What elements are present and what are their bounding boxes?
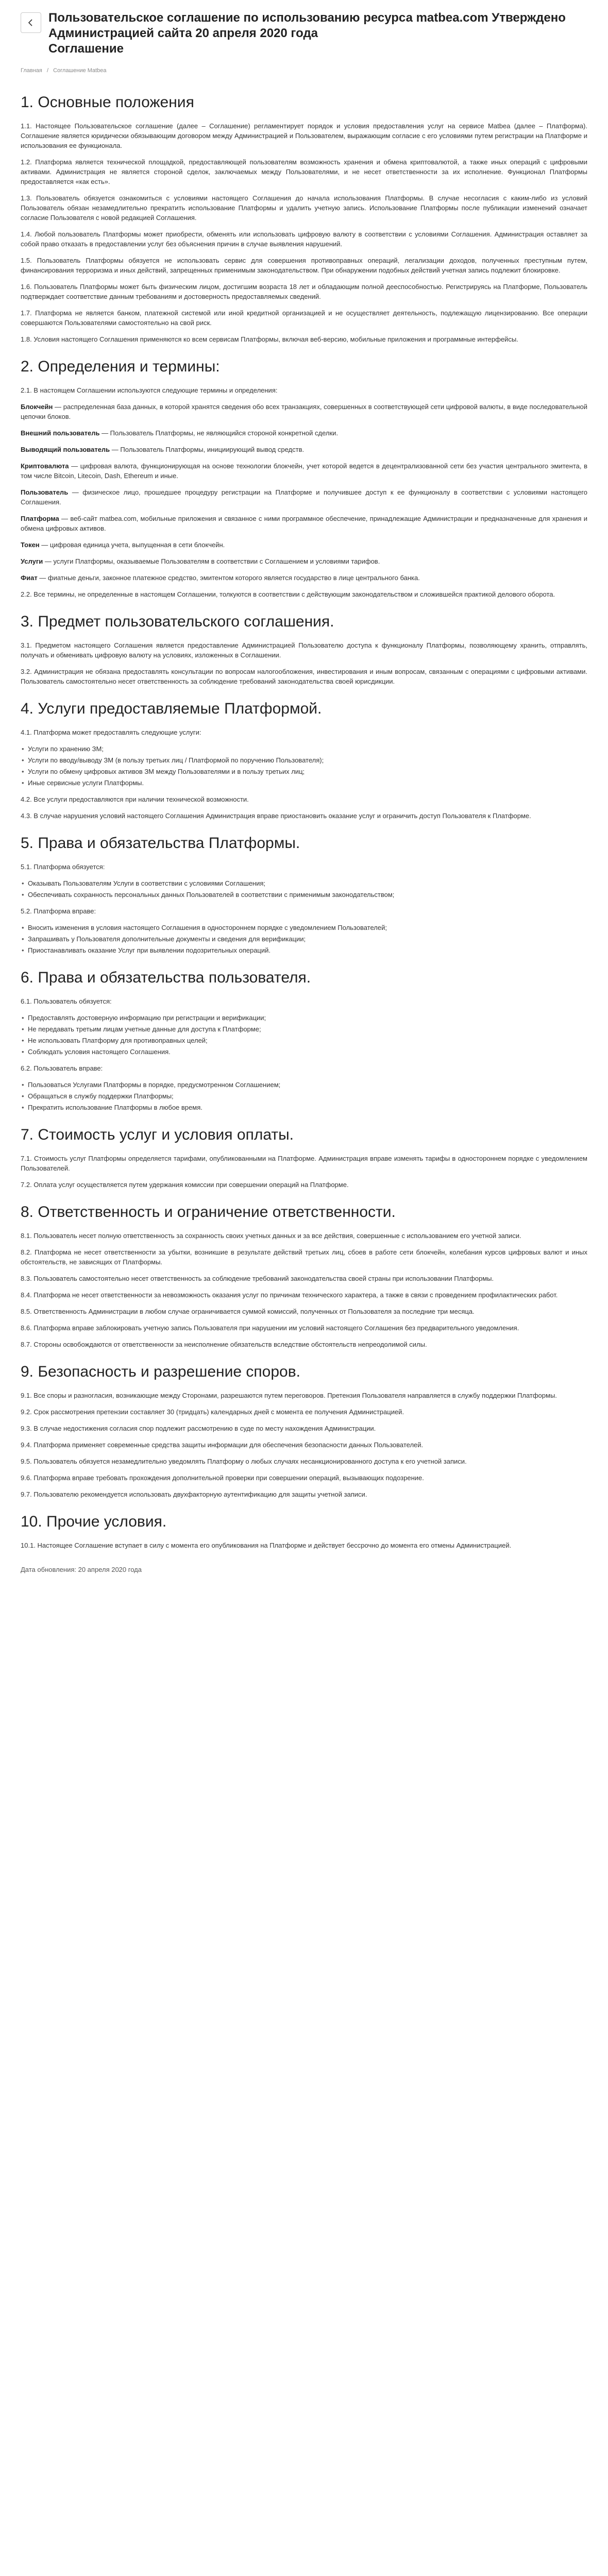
section-heading: 6. Права и обязательства пользователя.	[21, 969, 311, 986]
definition-term: Фиат	[21, 574, 38, 582]
paragraph: 5.2. Платформа вправе:	[21, 907, 96, 915]
section-security-disputes	[21, 1363, 587, 1499]
paragraph: 2.2. Все термины, не определенные в настоящем Соглашении, толкуются в соответствии с действующим законодательством и сложившейся практикой делового оборота.	[21, 590, 555, 598]
definition-text: — Пользователь Платформы, не являющийся стороной конкретной сделки.	[99, 429, 339, 437]
definition-term: Пользователь	[21, 488, 69, 496]
section-heading: 7. Стоимость услуг и условия оплаты.	[21, 1126, 294, 1143]
paragraph: 9.3. В случае недостижения согласия спор подлежит рассмотрению в суде по месту нахождения Администрации.	[21, 1425, 376, 1432]
section-subject	[21, 613, 587, 686]
definition-term: Внешний пользователь	[21, 429, 100, 437]
section-other	[21, 1513, 587, 1550]
section-heading: 4. Услуги предоставляемые Платформой.	[21, 700, 322, 717]
section-platform-rights	[21, 834, 587, 955]
section-liability	[21, 1203, 587, 1349]
paragraph: 1.3. Пользователь обязуется ознакомиться с условиями настоящего Соглашения до начала использования Платформы. В случае несогласия с каким-либо из условий Пользователь обязан незамедлительно прекратить использование Платформы и удалить учетную запись. Использование Платформы после публикации изменений означает согласие Пользователя с новой редакцией Соглашения.	[21, 194, 587, 222]
paragraph: 7.2. Оплата услуг осуществляется путем удержания комиссии при совершении операций на Платформе.	[21, 1181, 349, 1189]
paragraph: 9.7. Пользователю рекомендуется использовать двухфакторную аутентификацию для защиты учетной записи.	[21, 1490, 367, 1498]
paragraph: 9.4. Платформа применяет современные средства защиты информации для обеспечения безопасности данных Пользователей.	[21, 1441, 424, 1449]
list-item: • Вносить изменения в условия настоящего Соглашения в одностороннем порядке с уведомлением Пользователей;	[21, 923, 587, 933]
page-title	[48, 10, 566, 57]
list-item: • Услуги по хранению ЗМ;	[21, 744, 587, 754]
paragraph: 1.5. Пользователь Платформы обязуется не использовать сервис для совершения противоправных операций, легализации доходов, полученных преступным путем, финансирования терроризма и иных действий, запрещенных применимым законодательством. При обнаружении подобных действий учетная запись подлежит блокировке.	[21, 257, 587, 274]
list-item: • Прекратить использование Платформы в любое время.	[21, 1103, 587, 1112]
definition	[21, 461, 587, 481]
section-heading: 5. Права и обязательства Платформы.	[21, 835, 300, 852]
section-basic-provisions	[21, 93, 587, 344]
paragraph: 7.1. Стоимость услуг Платформы определяется тарифами, опубликованными на Платформе. Администрация вправе изменять тарифы в одностороннем порядке с уведомлением Пользователей.	[21, 1155, 587, 1172]
list-item: • Не передавать третьим лицам учетные данные для доступа к Платформе;	[21, 1024, 587, 1034]
paragraph: 9.6. Платформа вправе требовать прохождения дополнительной проверки при совершении операций, вызывающих подозрение.	[21, 1474, 424, 1482]
section-definitions	[21, 358, 587, 599]
paragraph: 3.2. Администрация не обязана предоставлять консультации по вопросам налогообложения, инвестирования и иным вопросам, связанным с операциями с цифровыми активами. Пользователь самостоятельно несет ответственность за соблюдение требований законодательства своей юрисдикции.	[21, 668, 587, 685]
section-pricing	[21, 1126, 587, 1190]
paragraph: 8.5. Ответственность Администрации в любом случае ограничивается суммой комиссий, полученных от Пользователя за последние три месяца.	[21, 1308, 475, 1315]
section-heading: 10. Прочие условия.	[21, 1513, 167, 1530]
update-date: Дата обновления: 20 апреля 2020 года	[21, 1566, 142, 1573]
definition	[21, 428, 587, 438]
section-heading: 3. Предмет пользовательского соглашения.	[21, 613, 334, 630]
definition-term: Услуги	[21, 557, 43, 565]
breadcrumb	[21, 66, 587, 76]
paragraph: 1.2. Платформа является технической площадкой, предоставляющей пользователям возможность хранения и обмена криптовалютой, а также иных операций с цифровыми активами. Администрация не является стороной сделок, заключаемых между Пользователями, и не несет ответственности за их исполнение. Функционал Платформы предоставляется «как есть».	[21, 158, 587, 185]
definition	[21, 445, 587, 454]
list-item: • Не использовать Платформу для противоправных целей;	[21, 1036, 587, 1045]
paragraph: 6.1. Пользователь обязуется:	[21, 997, 112, 1005]
definition-text: — распределенная база данных, в которой хранятся сведения обо всех транзакциях, совершенных в соответствующей сети цифровой валюты, в виде последовательной цепочки блоков.	[21, 403, 587, 420]
paragraph: 1.4. Любой пользователь Платформы может приобрести, обменять или использовать цифровую валюту в соответствии с условиями Соглашения. Администрация оставляет за собой право отказать в предоставлении услуг без объяснения причин в случае выявления нарушений.	[21, 230, 587, 248]
list-item: • Обеспечивать сохранность персональных данных Пользователей в соответствии с применимым законодательством;	[21, 890, 587, 900]
paragraph: 5.1. Платформа обязуется:	[21, 863, 105, 871]
definition-text: — цифровая валюта, функционирующая на основе технологии блокчейн, учет которой ведется в децентрализованной сети без участия центрального эмитента, в том числе Bitcoin, Litecoin, Dash, Ethereum и иные.	[21, 462, 587, 480]
paragraph: 8.1. Пользователь несет полную ответственность за сохранность своих учетных данных и за все действия, совершенные с использованием его учетной записи.	[21, 1232, 521, 1240]
paragraph: 8.7. Стороны освобождаются от ответственности за неисполнение обязательств вследствие обстоятельств непреодолимой силы.	[21, 1341, 427, 1348]
list-item: • Предоставлять достоверную информацию при регистрации и верификации;	[21, 1013, 587, 1023]
list-item: • Запрашивать у Пользователя дополнительные документы и сведения для верификации;	[21, 934, 587, 944]
paragraph: 3.1. Предметом настоящего Соглашения является предоставление Администрацией Пользователю доступа к функционалу Платформы, позволяющему хранить, отправлять, получать и обменивать цифровую валюту на условиях, изложенных в Соглашении.	[21, 641, 587, 659]
definition-text: — физическое лицо, прошедшее процедуру регистрации на Платформе и получившее доступ к ее функционалу в соответствии с условиями настоящего Соглашения.	[21, 488, 587, 506]
definition-term: Блокчейн	[21, 403, 53, 411]
platform-obligations-list	[21, 878, 587, 900]
definition	[21, 487, 587, 507]
paragraph: 1.6. Пользователь Платформы может быть физическим лицом, достигшим возраста 18 лет и обладающим полной дееспособностью. Регистрируясь на Платформе, Пользователь подтверждает соответствие данным требованиям и достоверность предоставляемых сведений.	[21, 283, 587, 300]
page-title-line: Пользовательское соглашение по использованию ресурса matbea.com Утверждено	[48, 11, 566, 25]
paragraph: 4.3. В случае нарушения условий настоящего Соглашения Администрация вправе приостановить оказание услуг и ограничить доступ Пользователя к Платформе.	[21, 812, 531, 820]
back-button[interactable]	[21, 12, 41, 33]
list-item: • Обращаться в службу поддержки Платформы;	[21, 1091, 587, 1101]
section-user-rights	[21, 969, 587, 1112]
breadcrumb-current: Соглашение Matbea	[53, 67, 107, 74]
definition-text: — цифровая единица учета, выпущенная в сети блокчейн.	[39, 541, 225, 549]
section-heading: 9. Безопасность и разрешение споров.	[21, 1363, 300, 1380]
paragraph: 9.1. Все споры и разногласия, возникающие между Сторонами, разрешаются путем переговоров. Претензия Пользователя направляется в службу поддержки Платформы.	[21, 1392, 557, 1399]
definition	[21, 514, 587, 533]
paragraph: 10.1. Настоящее Соглашение вступает в силу с момента его опубликования на Платформе и действует бессрочно до момента его отмены Администрацией.	[21, 1541, 512, 1549]
paragraph: 6.2. Пользователь вправе:	[21, 1064, 103, 1072]
paragraph: 2.1. В настоящем Соглашении используются следующие термины и определения:	[21, 386, 278, 394]
definition-term: Платформа	[21, 515, 59, 522]
definition	[21, 540, 587, 550]
breadcrumb-separator: /	[46, 67, 48, 74]
page-title-line: Администрацией сайта 20 апреля 2020 года	[48, 26, 318, 40]
section-heading: 8. Ответственность и ограничение ответственности.	[21, 1204, 396, 1221]
paragraph: 1.8. Условия настоящего Соглашения применяются ко всем сервисам Платформы, включая веб-версию, мобильные приложения и программные интерфейсы.	[21, 335, 518, 343]
arrow-left-icon	[26, 18, 36, 27]
list-item: • Иные сервисные услуги Платформы.	[21, 778, 587, 788]
list-item: • Пользоваться Услугами Платформы в порядке, предусмотренном Соглашением;	[21, 1080, 587, 1090]
page-title-line: Соглашение	[48, 42, 124, 56]
paragraph: 9.5. Пользователь обязуется незамедлительно уведомлять Платформу о любых случаях несанкционированного доступа к его учетной записи.	[21, 1458, 467, 1465]
paragraph: 1.7. Платформа не является банком, платежной системой или иной кредитной организацией и не осуществляет деятельность, подлежащую лицензированию. Все операции совершаются Пользователями самостоятельно на свой риск.	[21, 309, 587, 327]
definition-term: Выводящий пользователь	[21, 446, 110, 453]
section-heading: 1. Основные положения	[21, 94, 194, 111]
paragraph: 4.1. Платформа может предоставлять следующие услуги:	[21, 728, 201, 736]
paragraph: 8.6. Платформа вправе заблокировать учетную запись Пользователя при нарушении им условий настоящего Соглашения без предварительного уведомления.	[21, 1324, 519, 1332]
paragraph: 8.3. Пользователь самостоятельно несет ответственность за соблюдение требований законодательства своей страны при использовании Платформы.	[21, 1275, 494, 1282]
section-heading: 2. Определения и термины:	[21, 358, 220, 375]
definition-text: — услуги Платформы, оказываемые Пользователям в соответствии с Соглашением и условиями тарифов.	[43, 557, 380, 565]
paragraph: 1.1. Настоящее Пользовательское соглашение (далее – Соглашение) регламентирует порядок и условия предоставления услуг на сервисе Matbea (далее – Платформа). Соглашение является юридически обязывающим договором между Администрацией и Пользователем, выражающим согласие с его условиями путем регистрации на Платформе и использования ее функционала.	[21, 122, 587, 149]
page-header	[21, 10, 587, 57]
definition-term: Токен	[21, 541, 40, 549]
list-item: • Приостанавливать оказание Услуг при выявлении подозрительных операций.	[21, 945, 587, 955]
definition	[21, 402, 587, 421]
list-item: • Соблюдать условия настоящего Соглашения.	[21, 1047, 587, 1057]
section-services	[21, 700, 587, 821]
definition-text: — веб-сайт matbea.com, мобильные приложения и связанное с ними программное обеспечение, принадлежащие Администрации и предназначенные для хранения и обмена цифровых активов.	[21, 515, 587, 532]
definition	[21, 556, 587, 566]
breadcrumb-home-link[interactable]: Главная	[21, 67, 42, 74]
definition-text: — Пользователь Платформы, инициирующий вывод средств.	[110, 446, 305, 453]
platform-rights-list	[21, 923, 587, 955]
paragraph: 4.2. Все услуги предоставляются при наличии технической возможности.	[21, 795, 249, 803]
definition-term: Криптовалюта	[21, 462, 69, 470]
user-rights-list	[21, 1080, 587, 1112]
definition	[21, 573, 587, 583]
paragraph: 8.2. Платформа не несет ответственности за убытки, возникшие в результате действий третьих лиц, сбоев в работе сети блокчейн, колебания курсов цифровых валют и иных обстоятельств, не зависящих от Платформы.	[21, 1248, 587, 1266]
list-item: • Услуги по обмену цифровых активов ЗМ между Пользователями и в пользу третьих лиц;	[21, 767, 587, 776]
paragraph: 8.4. Платформа не несет ответственности за невозможность оказания услуг по причинам технического характера, а также в связи с проведением профилактических работ.	[21, 1291, 558, 1299]
services-list	[21, 744, 587, 788]
list-item: • Услуги по вводу/выводу ЗМ (в пользу третьих лиц / Платформой по поручению Пользователя);	[21, 755, 587, 765]
definition-text: — фиатные деньги, законное платежное средство, эмитентом которого является государство в лице центрального банка.	[37, 574, 420, 582]
list-item: • Оказывать Пользователям Услуги в соответствии с условиями Соглашения;	[21, 878, 587, 888]
user-obligations-list	[21, 1013, 587, 1057]
paragraph: 9.2. Срок рассмотрения претензии составляет 30 (тридцать) календарных дней с момента ее получения Администрацией.	[21, 1408, 404, 1416]
